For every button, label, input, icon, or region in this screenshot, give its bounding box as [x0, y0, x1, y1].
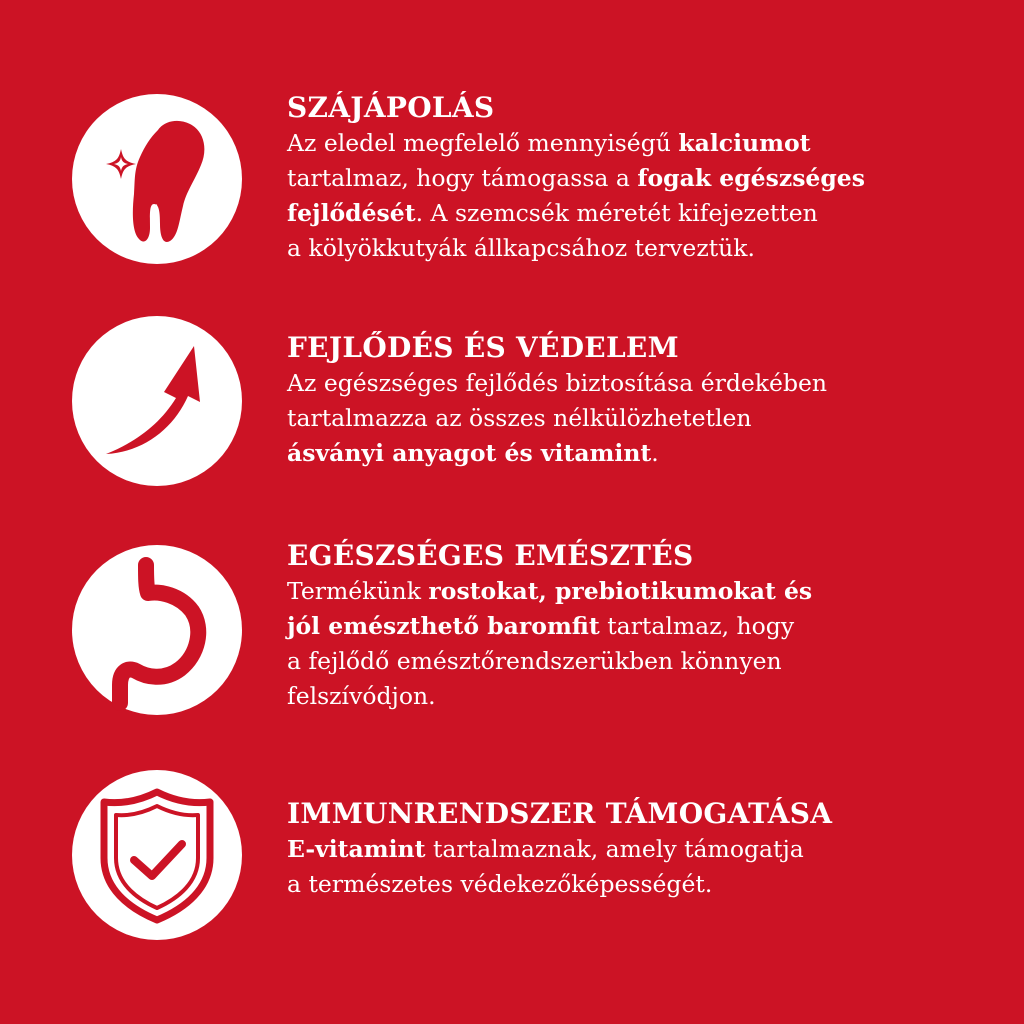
description-line: [287, 574, 1007, 609]
bold-text: jól emészthető baromfit: [287, 612, 600, 640]
growth-arrow-icon: [72, 316, 242, 486]
icon-circle: [72, 316, 242, 486]
text-run: a kölyökkutyák állkapcsához terveztük.: [287, 234, 756, 262]
text-run: Termékünk: [287, 577, 429, 605]
bold-text: ásványi anyagot és vitamint: [287, 439, 652, 467]
text-run: Az egészséges fejlődés biztosítása érdekében: [287, 369, 828, 397]
text-run: felszívódjon.: [287, 682, 436, 710]
text-run: tartalmaznak, amely támogatja: [425, 835, 804, 863]
bold-text: fejlődését: [287, 199, 416, 227]
feature-description: [287, 574, 1007, 714]
icon-circle: [72, 94, 242, 264]
text-run: a természetes védekezőképességét.: [287, 870, 713, 898]
bold-text: E-vitamint: [287, 835, 426, 863]
text-run: tartalmaz, hogy támogassa a: [287, 164, 638, 192]
bold-text: rostokat, prebiotikumokat és: [428, 577, 813, 605]
icon-circle: [72, 770, 242, 940]
bold-text: fogak egészséges: [637, 164, 865, 192]
bold-text: kalciumot: [678, 129, 811, 157]
feature-title: IMMUNRENDSZER TÁMOGATÁSA: [287, 797, 833, 830]
description-line: [287, 196, 1007, 231]
tooth-sparkle-icon: [72, 94, 242, 264]
shield-check-icon: [72, 770, 242, 940]
description-line: [287, 644, 1007, 679]
stomach-icon: [72, 545, 242, 715]
feature-title: FEJLŐDÉS ÉS VÉDELEM: [287, 331, 679, 364]
text-run: . A szemcsék méretét kifejezetten: [415, 199, 818, 227]
icon-circle: [72, 545, 242, 715]
feature-description: [287, 366, 1007, 471]
description-line: [287, 867, 1007, 902]
feature-description: [287, 126, 1007, 266]
description-line: [287, 609, 1007, 644]
text-run: tartalmazza az összes nélkülözhetetlen: [287, 404, 752, 432]
text-run: .: [651, 439, 659, 467]
description-line: [287, 401, 1007, 436]
text-run: tartalmaz, hogy: [599, 612, 795, 640]
text-run: a fejlődő emésztőrendszerükben könnyen: [287, 647, 782, 675]
feature-title: EGÉSZSÉGES EMÉSZTÉS: [287, 539, 694, 572]
description-line: [287, 366, 1007, 401]
feature-description: [287, 832, 1007, 902]
description-line: [287, 161, 1007, 196]
description-line: [287, 832, 1007, 867]
text-run: Az eledel megfelelő mennyiségű: [287, 129, 679, 157]
description-line: [287, 231, 1007, 266]
description-line: [287, 436, 1007, 471]
feature-title: SZÁJÁPOLÁS: [287, 91, 495, 124]
description-line: [287, 126, 1007, 161]
description-line: [287, 679, 1007, 714]
